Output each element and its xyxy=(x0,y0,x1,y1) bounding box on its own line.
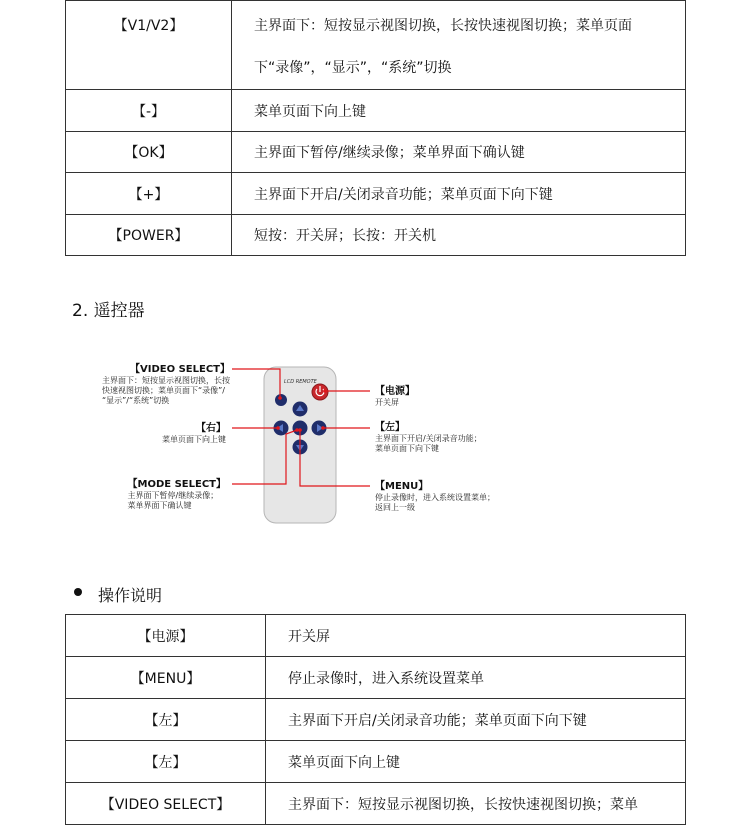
video-select-button xyxy=(275,394,287,406)
operation-heading: 操作说明 xyxy=(98,586,163,605)
table-key-cell: 【左】 xyxy=(66,699,266,741)
table-key-cell: 【+】 xyxy=(66,173,232,215)
annotation-power: 【电源】 开关屏 xyxy=(375,386,415,407)
table-value-cell: 主界面下暂停/继续录像；菜单界面下确认键 xyxy=(232,132,686,173)
table-value-cell: 主界面下开启/关闭录音功能；菜单页面下向下键 xyxy=(232,173,686,215)
table-key-cell: 【-】 xyxy=(66,90,232,132)
table-value-cell: 主界面下：短按显示视图切换，长按快速视图切换；菜单 xyxy=(266,783,686,825)
table-value-cell: 菜单页面下向上键 xyxy=(266,741,686,783)
table-key-cell: 【V1/V2】 xyxy=(66,1,232,90)
table-value-cell: 短按：开关屏；长按：开关机 xyxy=(232,215,686,256)
table-key-cell: 【OK】 xyxy=(66,132,232,173)
table-value-line: 下“录像”，“显示”，“系统”切换 xyxy=(254,60,452,76)
table-row xyxy=(66,699,686,741)
table-value-cell: 停止录像时，进入系统设置菜单 xyxy=(266,657,686,699)
annotation-right: 【右】 菜单页面下向上键 xyxy=(162,423,226,444)
table-row xyxy=(66,657,686,699)
table-value-line: 主界面下：短按显示视图切换，长按快速视图切换；菜单页面 xyxy=(254,18,632,34)
table-key-cell: 【VIDEO SELECT】 xyxy=(66,783,266,825)
annotation-mode-select: 【MODE SELECT】 主界面下暂停/继续录像； 菜单界面下确认键 xyxy=(127,479,226,510)
table-key-cell: 【左】 xyxy=(66,741,266,783)
table-value-cell: 主界面下开启/关闭录音功能；菜单页面下向下键 xyxy=(266,699,686,741)
table-key-cell: 【MENU】 xyxy=(66,657,266,699)
table-value-cell: 菜单页面下向上键 xyxy=(232,90,686,132)
annotation-left: 【左】 主界面下开启/关闭录音功能； 菜单页面下向下键 xyxy=(375,422,482,453)
table-key-cell: 【POWER】 xyxy=(66,215,232,256)
bullet-icon xyxy=(74,588,82,596)
remote-brand-text: LCD REMOTE xyxy=(284,379,317,385)
function-table-bottom xyxy=(65,614,686,825)
table-row xyxy=(66,741,686,783)
table-value-cell: 开关屏 xyxy=(266,615,686,657)
table-key-cell: 【电源】 xyxy=(66,615,266,657)
table-row xyxy=(66,783,686,825)
annotation-menu: 【MENU】 停止录像时，进入系统设置菜单； 返回上一级 xyxy=(375,481,495,512)
table-row xyxy=(66,615,686,657)
annotation-video-select: 【VIDEO SELECT】 主界面下：短按显示视图切换，长按 快速视图切换；菜单页面下“录像”/ “显示”/“系统”切换 xyxy=(102,364,230,405)
section-heading: 2. 遥控器 xyxy=(72,301,145,321)
